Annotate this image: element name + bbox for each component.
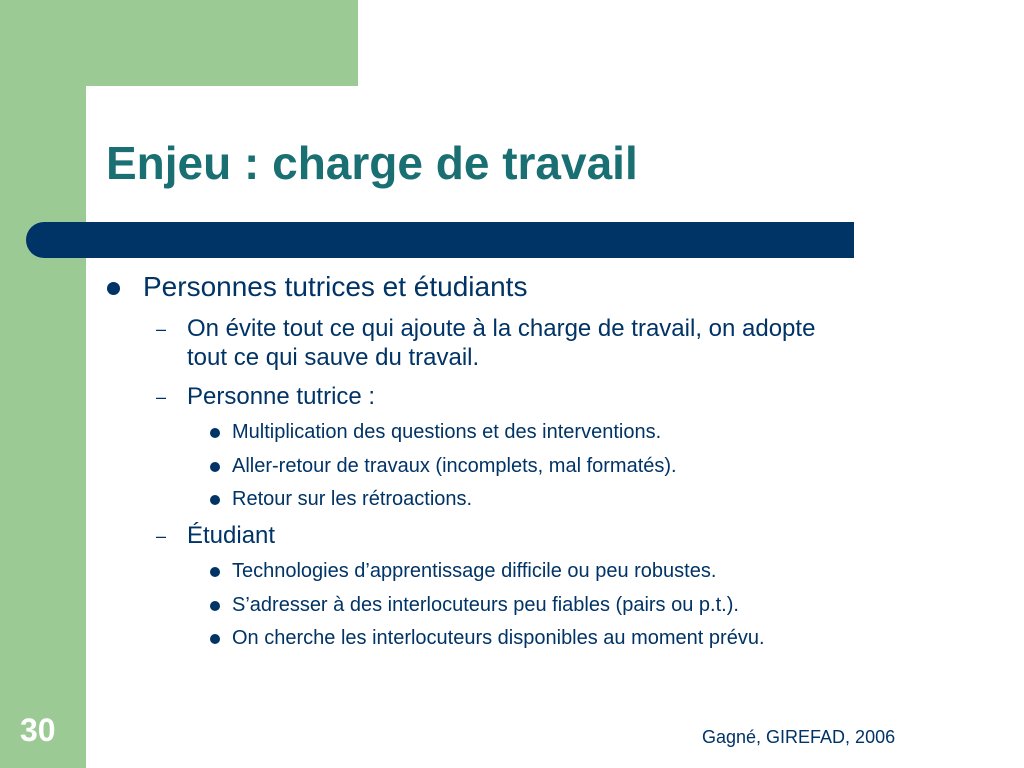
item-multiplication: Multiplication des questions et des interventions.	[232, 421, 662, 443]
sub-bullet-charge-line2: tout ce qui sauve du travail.	[187, 344, 480, 371]
bullet-icon	[210, 601, 220, 611]
dash-icon: –	[156, 526, 167, 546]
bullet-icon	[210, 567, 220, 577]
title-underline-bar	[26, 222, 854, 258]
footer-credit: Gagné, GIREFAD, 2006	[702, 727, 896, 747]
item-aller-retour: Aller-retour de travaux (incomplets, mal formatés).	[232, 455, 677, 477]
item-interlocuteurs-disponibles: On cherche les interlocuteurs disponibles au moment prévu.	[232, 627, 765, 649]
dash-icon: –	[156, 387, 167, 407]
item-technologies: Technologies d’apprentissage difficile ou peu robustes.	[232, 560, 717, 582]
sub-bullet-personne-tutrice: Personne tutrice :	[187, 383, 376, 410]
slide-title: Enjeu : charge de travail	[106, 137, 638, 189]
sub-bullet-charge-line1: On évite tout ce qui ajoute à la charge de travail, on adopte	[187, 315, 816, 342]
sub-bullet-etudiant: Étudiant	[187, 522, 276, 549]
bullet-icon	[210, 428, 220, 438]
page-number: 30	[20, 712, 56, 748]
bullet-personnes-tutrices-etudiants: Personnes tutrices et étudiants	[143, 271, 528, 302]
green-sidebar	[0, 0, 86, 768]
bullet-icon	[210, 495, 220, 505]
bullet-icon	[210, 634, 220, 644]
dash-icon: –	[156, 319, 167, 339]
bullet-icon	[107, 282, 120, 295]
green-top-band	[0, 0, 358, 86]
bullet-icon	[210, 462, 220, 472]
item-retour-retroactions: Retour sur les rétroactions.	[232, 488, 473, 510]
item-interlocuteurs-peu-fiables: S’adresser à des interlocuteurs peu fiables (pairs ou p.t.).	[232, 594, 739, 616]
